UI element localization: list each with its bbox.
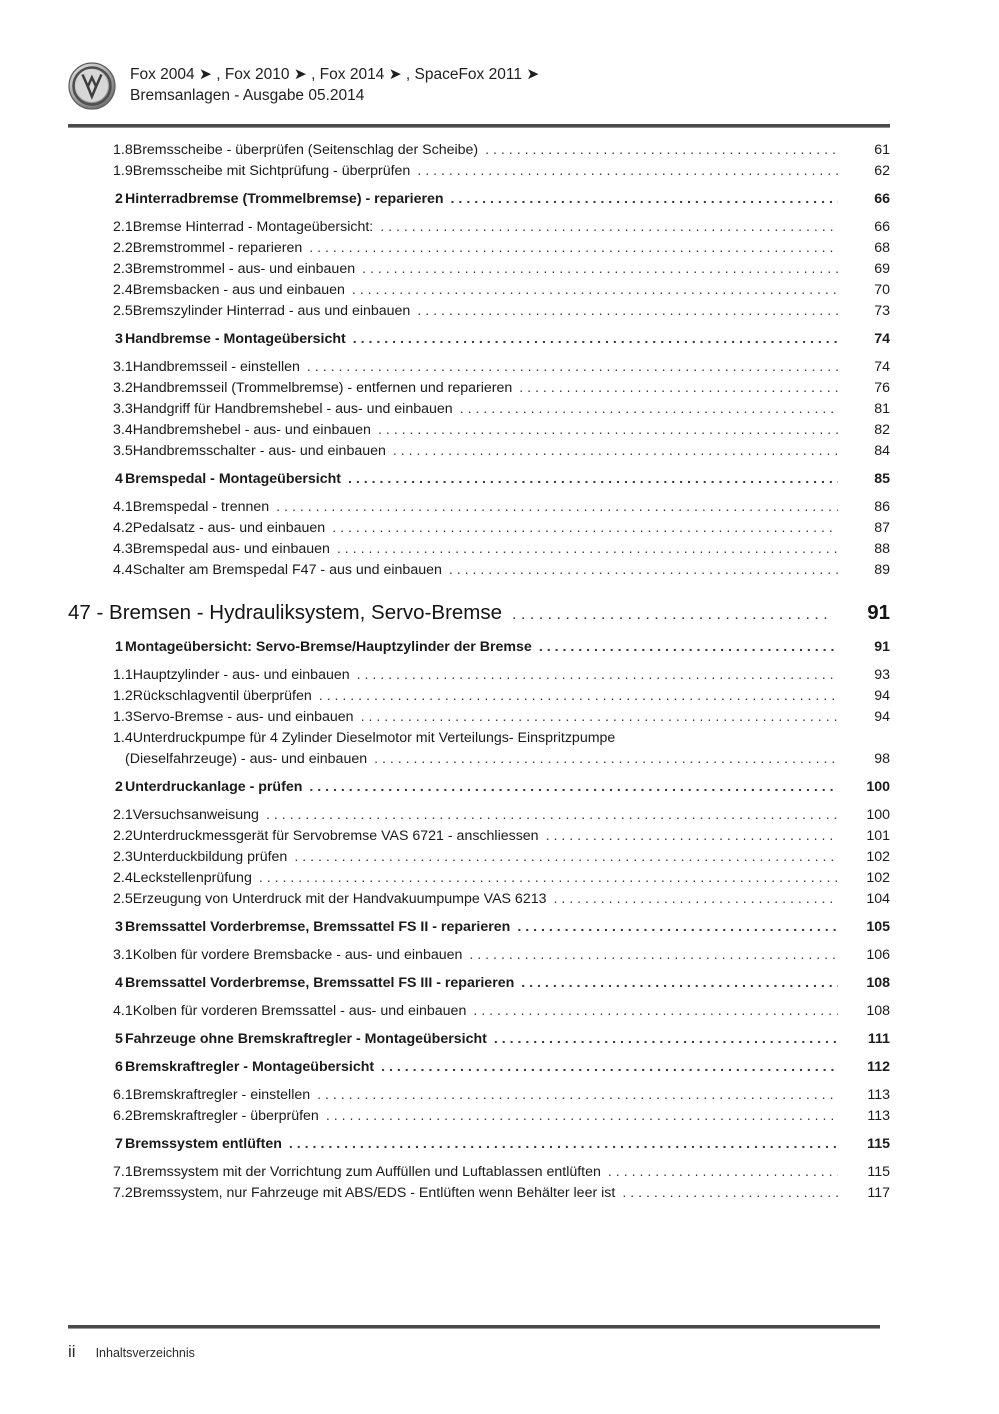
toc-leader-dots xyxy=(381,1057,838,1071)
toc-leader-dots xyxy=(546,826,838,840)
toc-entry-number: 7.2 xyxy=(113,1185,133,1202)
toc-entry-number: 1.4 xyxy=(113,730,133,747)
toc-entry-title: Versuchsanweisung xyxy=(132,807,259,824)
toc-entry-number: 7.1 xyxy=(113,1164,133,1181)
toc-entry-page: 108 xyxy=(866,975,890,992)
toc-entry-number: 3.3 xyxy=(113,401,133,417)
toc-entry-page: 76 xyxy=(874,380,890,396)
toc-entry[interactable] xyxy=(68,1085,890,1106)
toc-entry-page: 69 xyxy=(874,261,890,277)
toc-entry-number: 1.8 xyxy=(113,142,133,158)
toc-leader-dots xyxy=(417,161,838,175)
toc-entry-title: Bremspedal aus- und einbauen xyxy=(132,541,330,557)
toc-entry-number: 2.4 xyxy=(113,282,133,298)
toc-entry-page: 98 xyxy=(874,751,890,768)
toc-entry-title: Bremspedal - trennen xyxy=(132,499,270,515)
toc-entry-number: 2.5 xyxy=(113,303,133,319)
toc-entry-number: 2 xyxy=(115,191,123,207)
toc-entry[interactable] xyxy=(68,469,890,490)
toc-entry-title: Montageübersicht: Servo-Bremse/Hauptzylinder der Bremse xyxy=(125,639,532,655)
toc-entry-title: Handbremsseil (Trommelbremse) - entfernen und reparieren xyxy=(132,380,513,396)
toc-entry[interactable] xyxy=(68,945,890,966)
toc-entry-number: 4.1 xyxy=(113,1003,133,1020)
toc-entry[interactable] xyxy=(68,847,890,868)
toc-entry[interactable] xyxy=(68,1029,890,1050)
toc-entry-page: 62 xyxy=(874,163,890,179)
toc-entry[interactable] xyxy=(68,301,890,322)
toc-entry-page: 113 xyxy=(867,1087,890,1104)
toc-entry-title: Bremssystem, nur Fahrzeuge mit ABS/EDS - Entlüften wenn Behälter leer ist xyxy=(132,1185,616,1202)
toc-entry-title: Bremskraftregler - überprüfen xyxy=(132,1108,319,1125)
toc-entry-title: Rückschlagventil überprüfen xyxy=(132,688,312,704)
toc-entry-page: 117 xyxy=(867,1185,890,1202)
toc-entry-page: 74 xyxy=(874,359,890,375)
toc-entry[interactable] xyxy=(68,357,890,378)
toc-entry-page: 102 xyxy=(866,870,890,887)
toc-leader-dots xyxy=(276,497,838,511)
toc-leader-dots xyxy=(289,1134,838,1148)
toc-entry-number: 4.2 xyxy=(113,520,133,536)
toc-leader-dots xyxy=(374,749,838,763)
toc-entry-title: Schalter am Bremspedal F47 - aus und einbauen xyxy=(132,562,442,578)
toc-entry[interactable] xyxy=(68,728,890,749)
toc-entry-title: Leckstellenprüfung xyxy=(132,870,252,887)
toc-entry-title: Kolben für vordere Bremsbacke - aus- und einbauen xyxy=(132,947,463,964)
chapter-heading-title: 47 - Bremsen - Hydrauliksystem, Servo-Bremse xyxy=(68,601,503,624)
toc-entry-page: 85 xyxy=(874,471,890,487)
toc-leader-dots xyxy=(380,217,838,231)
toc-entry-number: 2.3 xyxy=(113,849,133,866)
toc-entry-page: 61 xyxy=(874,142,890,158)
toc-leader-dots xyxy=(554,889,839,903)
toc-entry-page: 88 xyxy=(874,541,890,557)
toc-entry-number: 1.2 xyxy=(113,688,133,704)
header-divider xyxy=(68,124,890,128)
toc-entry-page: 87 xyxy=(874,520,890,536)
toc-entry-page: 81 xyxy=(874,401,890,417)
toc-entry[interactable] xyxy=(68,189,890,210)
toc-entry-page: 111 xyxy=(867,1031,890,1048)
toc-leader-dots xyxy=(357,665,838,679)
toc-entry-title: Bremsbacken - aus und einbauen xyxy=(132,282,345,298)
toc-entry-title: Servo-Bremse - aus- und einbauen xyxy=(132,709,354,725)
toc-leader-dots xyxy=(332,518,838,532)
toc-entry-page: 108 xyxy=(866,1003,890,1020)
toc-entry-number: 6.2 xyxy=(113,1108,133,1125)
toc-leader-dots xyxy=(469,945,838,959)
toc-entry[interactable] xyxy=(68,917,890,938)
toc-entry-page: 105 xyxy=(866,919,890,936)
toc-entry[interactable] xyxy=(68,1162,890,1183)
toc-entry[interactable] xyxy=(68,1106,890,1127)
toc-entry-number: 4.4 xyxy=(113,562,133,578)
toc-entry-title: Unterduckbildung prüfen xyxy=(132,849,288,866)
toc-entry[interactable] xyxy=(68,1001,890,1022)
toc-leader-dots xyxy=(608,1162,838,1176)
toc-leader-dots xyxy=(317,1085,838,1099)
toc-entry-page: 112 xyxy=(867,1059,890,1076)
toc-entry[interactable] xyxy=(68,868,890,889)
toc-leader-dots xyxy=(361,707,838,721)
header-model-line xyxy=(130,64,539,85)
toc-entry[interactable] xyxy=(68,497,890,518)
toc-entry-number: 6 xyxy=(115,1059,123,1076)
chapter-heading-page: 91 xyxy=(867,601,890,624)
toc-entry-title: Handbremse - Montageübersicht xyxy=(125,331,346,347)
toc-leader-dots xyxy=(451,189,838,203)
toc-entry-page: 100 xyxy=(866,779,890,796)
toc-entry-page: 93 xyxy=(874,667,890,683)
toc-entry-page: 113 xyxy=(867,1108,890,1125)
toc-entry-title: Pedalsatz - aus- und einbauen xyxy=(132,520,326,536)
toc-entry-page: 104 xyxy=(866,891,890,908)
toc-entry[interactable] xyxy=(68,518,890,539)
toc-entry-number: 2.5 xyxy=(113,891,133,908)
toc-entry-page: 86 xyxy=(874,499,890,515)
toc-leader-dots xyxy=(294,847,838,861)
toc-entry-page: 73 xyxy=(874,303,890,319)
toc-entry-title: Handbremshebel - aus- und einbauen xyxy=(132,422,371,438)
toc-entry-page: 115 xyxy=(867,1164,890,1181)
footer-divider xyxy=(68,1325,880,1329)
toc-entry-title: Bremspedal - Montageübersicht xyxy=(125,471,342,487)
toc-entry[interactable] xyxy=(68,161,890,182)
toc-leader-dots xyxy=(519,378,838,392)
toc-entry-number: 1.1 xyxy=(113,667,133,683)
toc-entry[interactable] xyxy=(68,637,890,658)
toc-entry-title: Bremssystem entlüften xyxy=(125,1136,282,1153)
toc-entry-title: Hinterradbremse (Trommelbremse) - reparieren xyxy=(125,191,444,207)
toc-entry-number: 3 xyxy=(115,331,123,347)
page-footer xyxy=(68,1342,195,1362)
toc-entry-number: 4.1 xyxy=(113,499,133,515)
toc-entry-page: 66 xyxy=(874,191,890,207)
toc-entry[interactable] xyxy=(68,777,890,798)
toc-entry-number: 1.9 xyxy=(113,163,133,179)
toc-entry-number: 2 xyxy=(115,779,123,796)
toc-entry[interactable] xyxy=(68,399,890,420)
toc-entry-title: Bremstrommel - reparieren xyxy=(132,240,303,256)
toc-entry-page: 106 xyxy=(866,947,890,964)
toc-entry[interactable] xyxy=(68,826,890,847)
toc-entry-title: Bremsscheibe mit Sichtprüfung - überprüfen xyxy=(132,163,411,179)
toc-entry-page: 94 xyxy=(874,688,890,704)
toc-entry-number: 2.1 xyxy=(113,807,133,824)
toc-entry-number: 2.4 xyxy=(113,870,133,887)
toc-entry-title: Bremssattel Vorderbremse, Bremssattel FS III - reparieren xyxy=(125,975,515,992)
toc-entry[interactable] xyxy=(68,378,890,399)
toc-leader-dots xyxy=(539,637,838,651)
toc-entry-title: Bremskraftregler - Montageübersicht xyxy=(125,1059,375,1076)
vw-logo-icon xyxy=(68,62,116,110)
toc-entry-page: 100 xyxy=(866,807,890,824)
toc-entry-number: 1 xyxy=(115,639,123,655)
toc-entry-number: 2.1 xyxy=(113,219,133,235)
toc-entry-number: 2.2 xyxy=(113,240,133,256)
toc-entry[interactable] xyxy=(68,238,890,259)
toc-entry-page: 115 xyxy=(867,1136,890,1153)
toc-entry-page: 70 xyxy=(874,282,890,298)
toc-entry-number: 3.1 xyxy=(113,947,133,964)
toc-entry-page: 84 xyxy=(874,443,890,459)
toc-entry-title: Unterdruckmessgerät für Servobremse VAS 6721 - anschliessen xyxy=(132,828,539,845)
toc-entry-page: 82 xyxy=(874,422,890,438)
toc-entry-number: 1.3 xyxy=(113,709,133,725)
toc-entry-title: Handgriff für Handbremshebel - aus- und einbauen xyxy=(132,401,453,417)
toc-leader-dots xyxy=(622,728,838,742)
toc-entry[interactable] xyxy=(68,420,890,441)
page-header xyxy=(68,60,890,132)
footer-page-number: ii xyxy=(68,1342,76,1361)
toc-leader-dots xyxy=(353,329,838,343)
toc-leader-dots xyxy=(449,560,838,574)
toc-entry[interactable] xyxy=(68,539,890,560)
toc-entry-number: 3.4 xyxy=(113,422,133,438)
toc-entry-title: Fahrzeuge ohne Bremskraftregler - Montageübersicht xyxy=(125,1031,487,1048)
toc-entry-number: 3.1 xyxy=(113,359,133,375)
toc-entry-number: 6.1 xyxy=(113,1087,133,1104)
toc-leader-dots xyxy=(326,1106,838,1120)
toc-entry[interactable] xyxy=(68,1134,890,1155)
toc-entry-number: 4 xyxy=(115,975,123,992)
toc-leader-dots xyxy=(393,441,838,455)
toc-section-bottom xyxy=(68,637,890,1204)
toc-leader-dots xyxy=(460,399,838,413)
toc-entry[interactable] xyxy=(68,805,890,826)
toc-entry-title: Hauptzylinder - aus- und einbauen xyxy=(132,667,350,683)
header-title-line xyxy=(130,85,539,106)
toc-entry-title: Erzeugung von Unterdruck mit der Handvakuumpumpe VAS 6213 xyxy=(132,891,547,908)
toc-leader-dots xyxy=(521,973,838,987)
toc-leader-dots xyxy=(485,140,838,154)
toc-entry-title: Bremstrommel - aus- und einbauen xyxy=(132,261,356,277)
table-of-contents xyxy=(68,140,890,1204)
toc-entry-number: 4.3 xyxy=(113,541,133,557)
toc-entry-title: Bremse Hinterrad - Montageübersicht: xyxy=(132,219,374,235)
toc-leader-dots xyxy=(362,259,838,273)
toc-entry-page: 94 xyxy=(874,709,890,725)
toc-leader-dots xyxy=(473,1001,838,1015)
toc-entry[interactable] xyxy=(68,1183,890,1204)
toc-entry[interactable] xyxy=(68,1057,890,1078)
toc-entry[interactable] xyxy=(68,441,890,462)
toc-entry[interactable] xyxy=(68,259,890,280)
toc-entry[interactable] xyxy=(68,973,890,994)
toc-entry-number: 2.3 xyxy=(113,261,133,277)
toc-entry-number: 4 xyxy=(115,471,123,487)
header-model-text: Fox 2004 ➤ , Fox 2010 ➤ , Fox 2014 ➤ , SpaceFox 2011 ➤ xyxy=(130,66,540,83)
toc-entry-number: 3.2 xyxy=(113,380,133,396)
toc-entry[interactable] xyxy=(68,280,890,301)
toc-leader-dots xyxy=(378,420,838,434)
toc-entry-page: 66 xyxy=(874,219,890,235)
toc-entry-page: 101 xyxy=(866,828,890,845)
toc-entry[interactable] xyxy=(68,665,890,686)
toc-entry-number: 3 xyxy=(115,919,123,936)
toc-leader-dots xyxy=(352,280,838,294)
toc-entry[interactable] xyxy=(68,329,890,350)
toc-entry-title: Bremszylinder Hinterrad - aus und einbauen xyxy=(132,303,411,319)
toc-entry-title: Bremsscheibe - überprüfen (Seitenschlag der Scheibe) xyxy=(132,142,479,158)
toc-leader-dots xyxy=(309,238,838,252)
toc-entry-title: Handbremsseil - einstellen xyxy=(132,359,300,375)
toc-entry-title: Bremskraftregler - einstellen xyxy=(132,1087,311,1104)
toc-leader-dots xyxy=(259,868,838,882)
toc-section-top xyxy=(68,140,890,581)
toc-entry-title: Handbremsschalter - aus- und einbauen xyxy=(132,443,386,459)
toc-entry-title: Unterdruckpumpe für 4 Zylinder Dieselmotor mit Verteilungs- Einspritzpumpe xyxy=(132,730,616,747)
toc-leader-dots xyxy=(307,357,838,371)
header-title-text: Bremsanlagen - Ausgabe 05.2014 xyxy=(130,87,365,104)
toc-entry-title: (Dieselfahrzeuge) - aus- und einbauen xyxy=(125,751,368,768)
toc-leader-dots xyxy=(266,805,838,819)
toc-entry[interactable] xyxy=(68,560,890,581)
toc-leader-dots xyxy=(517,917,838,931)
toc-leader-dots xyxy=(319,686,838,700)
toc-entry-page: 102 xyxy=(866,849,890,866)
toc-entry-page: 91 xyxy=(874,639,890,655)
toc-leader-dots xyxy=(337,539,838,553)
toc-leader-dots xyxy=(494,1029,838,1043)
toc-entry-number: 3.5 xyxy=(113,443,133,459)
toc-entry[interactable] xyxy=(68,140,890,161)
toc-leader-dots xyxy=(348,469,838,483)
chapter-heading-row[interactable] xyxy=(68,599,890,627)
footer-label: Inhaltsverzeichnis xyxy=(95,1346,195,1360)
toc-entry-number: 5 xyxy=(115,1031,123,1048)
toc-entry-title: Bremssystem mit der Vorrichtung zum Auffüllen und Luftablassen entlüften xyxy=(132,1164,601,1181)
toc-leader-dots xyxy=(622,1183,838,1197)
toc-entry-page: 68 xyxy=(874,240,890,256)
toc-entry-number: 2.2 xyxy=(113,828,133,845)
toc-entry-number: 7 xyxy=(115,1136,123,1153)
toc-entry[interactable] xyxy=(68,707,890,728)
toc-entry-page: 74 xyxy=(874,331,890,347)
toc-entry[interactable] xyxy=(68,686,890,707)
toc-entry[interactable] xyxy=(68,889,890,910)
toc-entry[interactable] xyxy=(68,749,890,770)
toc-leader-dots xyxy=(417,301,838,315)
toc-entry-title: Unterdruckanlage - prüfen xyxy=(125,779,303,796)
toc-entry-title: Kolben für vorderen Bremssattel - aus- und einbauen xyxy=(132,1003,467,1020)
toc-entry-title: Bremssattel Vorderbremse, Bremssattel FS II - reparieren xyxy=(125,919,511,936)
toc-entry-page: 89 xyxy=(874,562,890,578)
toc-leader-dots xyxy=(309,777,838,791)
toc-entry[interactable] xyxy=(68,217,890,238)
chapter-leader-dots xyxy=(512,599,830,620)
